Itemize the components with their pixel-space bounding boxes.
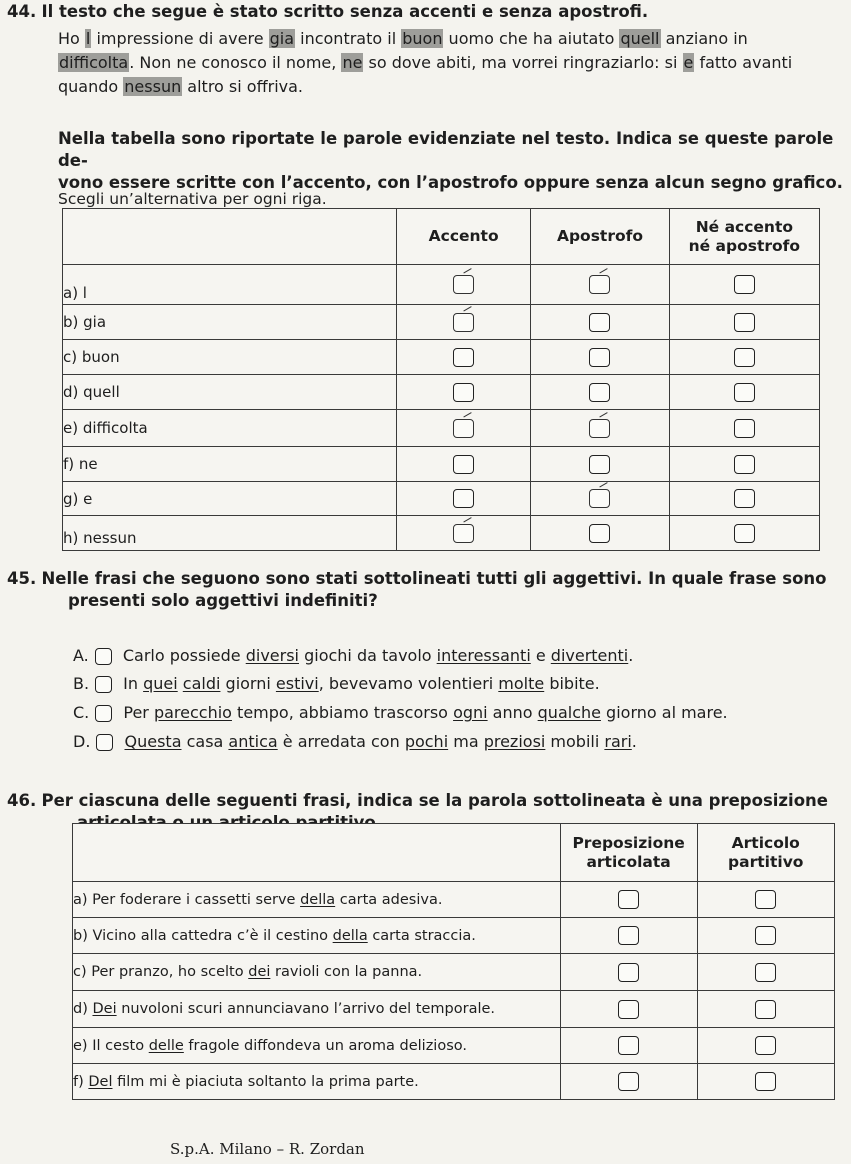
word-buon: buon: [402, 29, 443, 48]
table-row: c) buon: [63, 340, 820, 375]
header-ne-accento: Né accento né apostrofo: [669, 209, 819, 265]
checkbox[interactable]: [618, 963, 639, 982]
option-d[interactable]: D. Questa casa antica è arredata con pochi ma preziosi mobili rari.: [73, 732, 637, 751]
table-row: b) gia: [63, 305, 820, 340]
checkbox[interactable]: [618, 1036, 639, 1055]
table-row: a) l: [63, 265, 820, 305]
header-accento: Accento: [397, 209, 531, 265]
table-row: a) Per foderare i cassetti serve della carta adesiva.: [73, 882, 835, 918]
table-row: c) Per pranzo, ho scelto dei ravioli con la panna.: [73, 954, 835, 991]
checkbox[interactable]: [453, 383, 474, 402]
radio-option-b[interactable]: [95, 676, 112, 693]
word-gia: gia: [269, 29, 295, 48]
q46-table: [72, 823, 835, 1100]
checkbox[interactable]: [755, 963, 776, 982]
q44-number: 44.: [7, 2, 37, 21]
checkbox[interactable]: [734, 419, 755, 438]
option-a[interactable]: A. Carlo possiede diversi giochi da tavolo interessanti e divertenti.: [73, 646, 634, 665]
checkbox[interactable]: [589, 313, 610, 332]
checkbox[interactable]: [453, 524, 474, 543]
option-c[interactable]: C. Per parecchio tempo, abbiamo trascorso ogni anno qualche giorno al mare.: [73, 703, 728, 722]
table-row: f) ne: [63, 447, 820, 482]
checkbox[interactable]: [618, 1072, 639, 1091]
q44-title-text: Il testo che segue è stato scritto senza accenti e senza apostrofi.: [41, 2, 649, 21]
checkbox[interactable]: [589, 275, 610, 294]
checkbox[interactable]: [453, 348, 474, 367]
checkbox[interactable]: [755, 926, 776, 945]
checkbox[interactable]: [589, 383, 610, 402]
q44-choose: Scegli un’alternativa per ogni riga.: [58, 190, 327, 208]
q44-title: [7, 1, 847, 23]
q44-passage: Ho l impressione di avere gia incontrato il buon uomo che ha aiutato quell anziano in difficolta. Non ne conosco il nome, ne so dove abiti, ma vorrei ringraziarlo: si e fatto avanti quando nessun altro si offriva.: [58, 29, 793, 96]
checkbox[interactable]: [734, 275, 755, 294]
option-b[interactable]: B. In quei caldi giorni estivi, bevevamo volentieri molte bibite.: [73, 674, 600, 693]
checkbox[interactable]: [734, 455, 755, 474]
checkbox[interactable]: [618, 890, 639, 909]
word-nessun: nessun: [124, 77, 182, 96]
radio-option-a[interactable]: [95, 648, 112, 665]
checkbox[interactable]: [755, 890, 776, 909]
checkbox[interactable]: [589, 489, 610, 508]
header-articolo: Articolo partitivo: [697, 824, 834, 882]
q44-table: [62, 208, 820, 551]
checkbox[interactable]: [589, 348, 610, 367]
word-difficolta: difficolta: [59, 53, 129, 72]
checkbox[interactable]: [734, 383, 755, 402]
table-row: h) nessun: [63, 516, 820, 551]
word-quell: quell: [620, 29, 660, 48]
checkbox[interactable]: [618, 1000, 639, 1019]
checkbox[interactable]: [618, 926, 639, 945]
word-ne: ne: [342, 53, 363, 72]
checkbox[interactable]: [734, 348, 755, 367]
publisher-footer: S.p.A. Milano – R. Zordan: [170, 1140, 365, 1158]
checkbox[interactable]: [589, 524, 610, 543]
word-l: l: [85, 29, 91, 48]
checkbox[interactable]: [734, 524, 755, 543]
q46-number: 46.: [7, 791, 37, 810]
radio-option-d[interactable]: [96, 734, 113, 751]
checkbox[interactable]: [453, 275, 474, 294]
q46-title: 46. Per ciascuna delle seguenti frasi, indica se la parola sottolineata è una preposizione: [7, 791, 828, 810]
q45-number: 45.: [7, 569, 37, 588]
checkbox[interactable]: [453, 489, 474, 508]
checkbox[interactable]: [734, 313, 755, 332]
checkbox[interactable]: [453, 419, 474, 438]
checkbox[interactable]: [755, 1000, 776, 1019]
table-row: g) e: [63, 482, 820, 516]
table-row: e) Il cesto delle fragole diffondeva un aroma delizioso.: [73, 1028, 835, 1064]
table-row: f) Del film mi è piaciuta soltanto la prima parte.: [73, 1064, 835, 1100]
q45-title: 45. Nelle frasi che seguono sono stati sottolineati tutti gli aggettivi. In quale frase sono presenti solo aggettivi indefiniti?: [7, 569, 827, 610]
table-row: d) quell: [63, 375, 820, 410]
header-preposizione: Preposizione articolata: [560, 824, 697, 882]
table-row: d) Dei nuvoloni scuri annunciavano l’arrivo del temporale.: [73, 991, 835, 1028]
checkbox[interactable]: [755, 1072, 776, 1091]
header-apostrofo: Apostrofo: [531, 209, 669, 265]
checkbox[interactable]: [755, 1036, 776, 1055]
table-row: e) difficolta: [63, 410, 820, 447]
checkbox[interactable]: [453, 313, 474, 332]
radio-option-c[interactable]: [95, 705, 112, 722]
checkbox[interactable]: [453, 455, 474, 474]
checkbox[interactable]: [589, 455, 610, 474]
checkbox[interactable]: [734, 489, 755, 508]
q44-instruction: Nella tabella sono riportate le parole evidenziate nel testo. Indica se queste parole de- vono essere scritte con l’accento, con l’apostrofo oppure senza alcun segno grafico.: [58, 129, 843, 192]
word-e: e: [683, 53, 694, 72]
table-row: b) Vicino alla cattedra c’è il cestino della carta straccia.: [73, 918, 835, 954]
checkbox[interactable]: [589, 419, 610, 438]
